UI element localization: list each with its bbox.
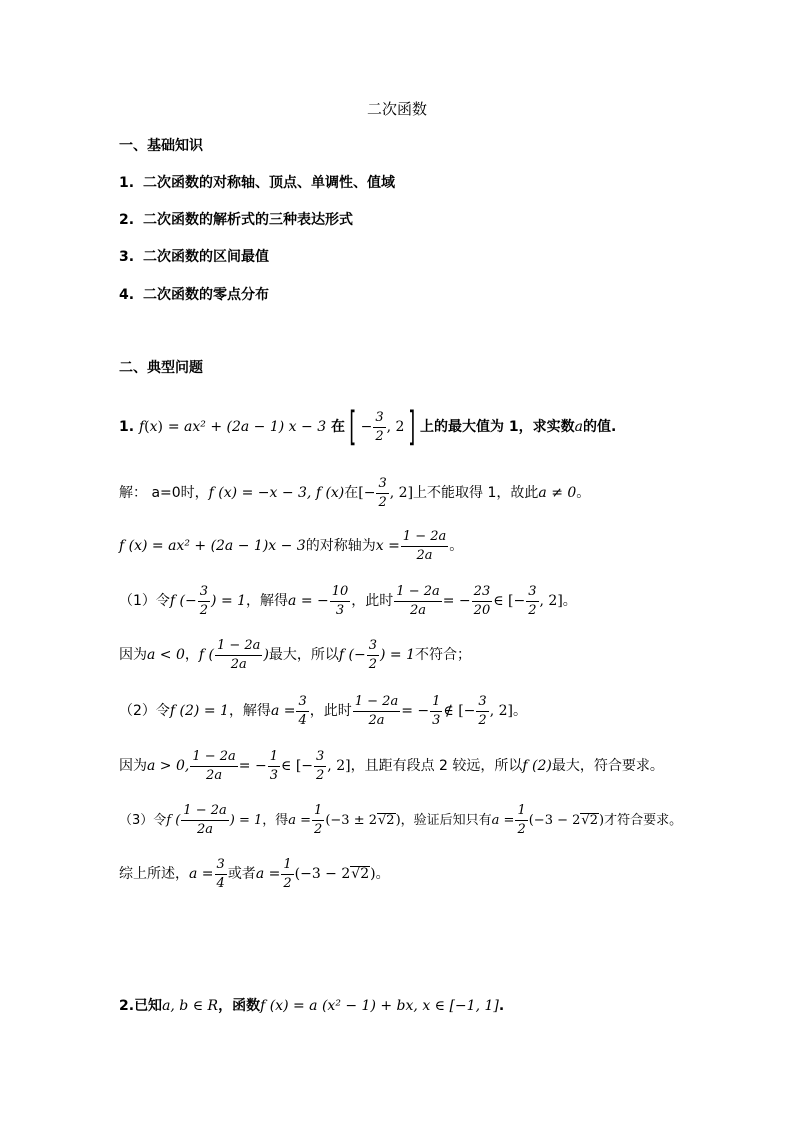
math-text: = ax² + (2a − 1) x − 3: [167, 419, 327, 435]
math-text: f: [138, 419, 145, 435]
math-text: ∉ [−: [443, 703, 476, 719]
text: 解： a=0时，: [119, 485, 209, 501]
bracket-close: ]: [408, 404, 416, 450]
math-text: , 2]: [327, 758, 351, 774]
section-heading-problems: 二、典型问题: [119, 360, 203, 376]
list-item-number: 3.: [119, 249, 135, 265]
math-text: (−3 − 2: [294, 866, 351, 882]
math-text: f (x) = a (x² − 1) + bx, x ∈ [−1, 1]: [260, 998, 499, 1014]
math-text: ) = 1: [380, 647, 416, 663]
text: 。: [562, 593, 577, 609]
text: ，函数: [218, 998, 261, 1014]
math-text: ): [598, 813, 605, 828]
math-text: a =: [288, 813, 312, 828]
solution-line-8: [119, 855, 390, 893]
math-text: a < 0: [147, 647, 185, 663]
math-text: ∈ [−: [493, 593, 526, 609]
fraction: $\frac{1}{2}$: [517, 803, 526, 837]
math-text: a = −: [288, 593, 329, 609]
list-item-number: 1.: [119, 175, 135, 191]
text: 。: [449, 538, 464, 554]
text: 才符合要求。: [604, 813, 683, 828]
text: 。: [375, 866, 390, 882]
text: 的对称轴为: [305, 538, 376, 554]
fraction: $\frac{3}{2}$: [528, 583, 537, 618]
math-text: a =: [255, 866, 281, 882]
fraction: $\frac{3}{2}$: [199, 583, 209, 618]
text: 不符合；: [415, 647, 472, 663]
text: .: [498, 998, 505, 1014]
math-text: −: [360, 419, 373, 435]
text: ，验证后知只有: [400, 813, 492, 828]
text: ，: [184, 647, 199, 663]
list-item-number: 2.: [119, 212, 135, 228]
fraction: $\frac{3}{4}$: [298, 693, 307, 728]
math-text: ) = 1: [229, 813, 263, 828]
text: 因为: [119, 647, 147, 663]
solution-line-7: [119, 802, 682, 840]
text: 因为: [119, 758, 147, 774]
math-text: , 2: [386, 419, 405, 435]
problem-2: [119, 994, 504, 1018]
math-text: , 2]: [489, 703, 513, 719]
text: ，且距有段点 2 较远，所以: [350, 758, 523, 774]
math-text: x: [149, 419, 158, 435]
text: ，此时: [351, 593, 394, 609]
list-item: [119, 247, 269, 267]
fraction: $\frac{3}{4}$: [216, 856, 225, 891]
text: 综上所述，: [119, 866, 189, 882]
problem-number: 2.: [119, 998, 135, 1014]
section-heading-basics: 一、基础知识: [119, 138, 203, 154]
fraction: $\frac{1}{3}$: [432, 693, 441, 728]
text: 或者: [227, 866, 256, 882]
list-item: [119, 285, 269, 305]
math-text: a: [574, 419, 584, 435]
fraction: $\frac{3}{2}$: [478, 693, 487, 728]
sqrt-symbol: √2: [351, 866, 370, 882]
math-text: f (2) = 1: [169, 703, 229, 719]
math-text: f (: [198, 647, 214, 663]
text: 最大，所以: [268, 647, 339, 663]
bracket-open: [: [349, 404, 357, 450]
fraction: $\frac{1 - 2a}{2a}$: [183, 803, 227, 837]
math-text: (−3 − 2: [528, 813, 581, 828]
math-text: x =: [375, 538, 400, 554]
solution-line-2: [119, 527, 463, 565]
sqrt-symbol: √2: [581, 813, 598, 828]
list-item-text: 二次函数的区间最值: [143, 249, 269, 265]
text: 在: [330, 419, 345, 435]
fraction: $\frac{1 - 2a}{2a}$: [402, 528, 447, 563]
problem-1: 1. f(x) = ax² + (2a − 1) x − 3 在 [ − $\frac{3}{2}$ , 2 ] 上的最大值为 1，求实数a的值.: [119, 404, 617, 450]
fraction: $\frac{23}{20}$: [473, 583, 491, 618]
math-text: f (x) = −x − 3, f (x): [208, 485, 345, 501]
math-text: (−3 ± 2: [325, 813, 377, 828]
math-text: , 2]: [539, 593, 563, 609]
page-title: 二次函数: [366, 100, 427, 118]
text: 上不能取得 1，故此: [413, 485, 539, 501]
fraction: $\frac{1 - 2a}{2a}$: [192, 748, 236, 783]
text: （3）令: [119, 813, 167, 828]
math-text: ∈ [−: [281, 758, 314, 774]
math-text: ): [263, 647, 269, 663]
math-text: f (−: [169, 593, 197, 609]
math-text: f (2): [522, 758, 552, 774]
math-text: = −: [238, 758, 267, 774]
text: 。: [512, 703, 527, 719]
fraction: $\frac{3}{2}$: [375, 409, 384, 444]
list-item: [119, 210, 353, 230]
math-text: = −: [442, 593, 471, 609]
list-item: [119, 173, 395, 193]
text: ，得: [262, 813, 289, 828]
math-text: a, b ∈ R: [162, 998, 219, 1014]
math-text: f (x) = ax² + (2a − 1)x − 3: [119, 538, 306, 554]
math-text: a =: [270, 703, 296, 719]
fraction: $\frac{1 - 2a}{2a}$: [216, 637, 261, 672]
math-text: [−: [358, 485, 376, 501]
fraction: $\frac{1 - 2a}{2a}$: [396, 583, 440, 618]
math-text: f (−: [338, 647, 366, 663]
math-text: ) = 1: [211, 593, 247, 609]
list-item-text: 二次函数的零点分布: [143, 287, 269, 303]
problem-number: 1.: [119, 419, 135, 435]
text: 的值.: [583, 419, 617, 435]
math-text: a =: [189, 866, 214, 882]
fraction: $\frac{3}{2}$: [378, 475, 387, 510]
solution-line-1: [119, 474, 590, 512]
math-text: a =: [491, 813, 515, 828]
math-text: a > 0,: [147, 758, 190, 774]
text: 已知: [134, 998, 163, 1014]
fraction: $\frac{1 - 2a}{2a}$: [354, 693, 399, 728]
math-text: ): [395, 813, 401, 828]
fraction: $\frac{1}{3}$: [269, 748, 278, 783]
list-item-number: 4.: [119, 287, 135, 303]
text: 。: [576, 485, 591, 501]
solution-line-3: [119, 582, 577, 620]
text: （2）令: [119, 703, 170, 719]
text: 在: [344, 485, 359, 501]
fraction: $\frac{1}{2}$: [283, 856, 292, 891]
fraction: $\frac{3}{2}$: [316, 748, 325, 783]
math-text: = −: [401, 703, 430, 719]
list-item-text: 二次函数的解析式的三种表达形式: [143, 212, 353, 228]
text: （1）令: [119, 593, 170, 609]
text: ，解得: [246, 593, 289, 609]
fraction: $\frac{1}{2}$: [314, 803, 323, 837]
math-text: ): [370, 866, 376, 882]
math-text: a ≠ 0: [538, 485, 577, 501]
text: ，此时: [309, 703, 352, 719]
text: 最大，符合要求。: [551, 758, 664, 774]
solution-line-6: [119, 747, 664, 785]
sqrt-symbol: √2: [378, 813, 395, 828]
fraction: $\frac{3}{2}$: [368, 637, 378, 672]
text: 上的最大值为 1，求实数: [420, 419, 575, 435]
solution-line-4: [119, 636, 471, 674]
list-item-text: 二次函数的对称轴、顶点、单调性、值域: [143, 175, 395, 191]
text: ，解得: [228, 703, 271, 719]
math-text: f (: [166, 813, 181, 828]
solution-line-5: [119, 692, 527, 730]
fraction: $\frac{10}{3}$: [331, 583, 349, 618]
math-text: , 2]: [389, 485, 414, 501]
